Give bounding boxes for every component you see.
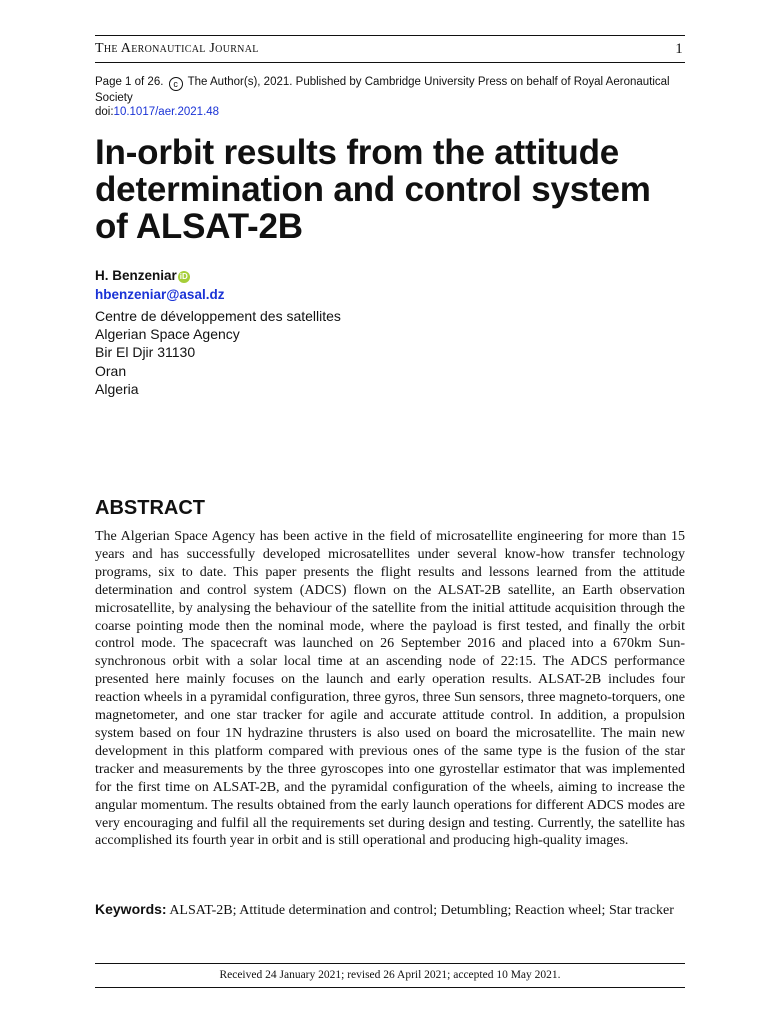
running-head — [95, 41, 685, 61]
abstract-text: The Algerian Space Agency has been active in the field of microsatellite engineering for more than 15 years and has successfully developed microsatellites under several know-how transfer technology programs, six to date. This paper presents the flight results and lessons learned from the attitude determination and control system (ADCS) flown on the ALSAT-2B satellite, an Earth observation microsatellite, by analysing the behaviour of the satellite from the initial attitude acquisition through the coarse pointing mode then the nominal mode, where the payload is first tested, and finally the orbit control mode. The spacecraft was launched on 26 September 2016 and placed into a 670km Sun-synchronous orbit with a solar local time at an ascending node of 22:15. The ADCS performance presented here mainly focuses on the launch and early operation results. ALSAT-2B includes four reaction wheels in a pyramidal configuration, three gyros, three Sun sensors, three magneto-torquers, one magnetometer, and one star tracker for agile and accurate attitude control. In addition, a propulsion system based on four 1N hydrazine thrusters is also used on board the microsatellite. The main new development in this platform compared with previous ones of the same type is the fusion of the star tracker and measurements by the three gyroscopes into one gyrostellar estimator that was implemented for the first time on ALSAT-2B, and the pyramidal configuration of the wheels, aiming to increase the angular momentum. The results obtained from the early launch operations for different ADCS modes are very encouraging and fulfil all the requirements set during design and testing. Currently, the satellite has accomplished its fourth year in orbit and is still operational and producing high-quality images. — [95, 529, 685, 849]
header-rule — [95, 62, 685, 63]
publication-meta — [95, 75, 685, 119]
author-name — [95, 268, 190, 283]
keywords-text: ALSAT-2B; Attitude determination and control; Detumbling; Reaction wheel; Star tracker — [169, 903, 674, 918]
received-dates: Received 24 January 2021; revised 26 April 2021; accepted 10 May 2021. — [219, 969, 561, 981]
author-label: H. Benzeniar — [95, 268, 177, 283]
keywords — [95, 901, 685, 920]
journal-name: The Aeronautical Journal — [95, 41, 259, 56]
footer-rule-top — [95, 963, 685, 964]
page-number: 1 — [675, 41, 683, 57]
affiliation-line: Bir El Djir 31130 — [95, 344, 196, 361]
paper-page — [95, 0, 685, 1024]
article-title: In-orbit results from the attitude determination and control system of ALSAT-2B — [95, 133, 651, 246]
top-rule — [95, 35, 685, 36]
affiliation-line: Oran — [95, 362, 127, 379]
page-info: Page 1 of 26. — [95, 76, 164, 88]
orcid-icon[interactable]: iD — [179, 272, 188, 281]
affiliation-line: Algerian Space Agency — [95, 326, 240, 343]
publication-line: The Author(s), 2021. Published by Cambridge University Press on behalf of Royal Aeronautical Society — [95, 76, 670, 104]
abstract-heading: ABSTRACT — [95, 497, 205, 519]
affiliation-line: Algeria — [95, 380, 139, 397]
affiliation-line: Centre de développement des satellites — [95, 308, 341, 324]
footer-rule-bottom — [95, 987, 685, 988]
author-email-link[interactable]: hbenzeniar@asal.dz — [95, 287, 225, 302]
copyright-icon: c — [169, 77, 183, 91]
doi-prefix: doi: — [95, 106, 114, 118]
affiliation — [95, 307, 341, 398]
keywords-label: Keywords: — [95, 901, 167, 917]
doi-link[interactable]: 10.1017/aer.2021.48 — [113, 106, 220, 118]
